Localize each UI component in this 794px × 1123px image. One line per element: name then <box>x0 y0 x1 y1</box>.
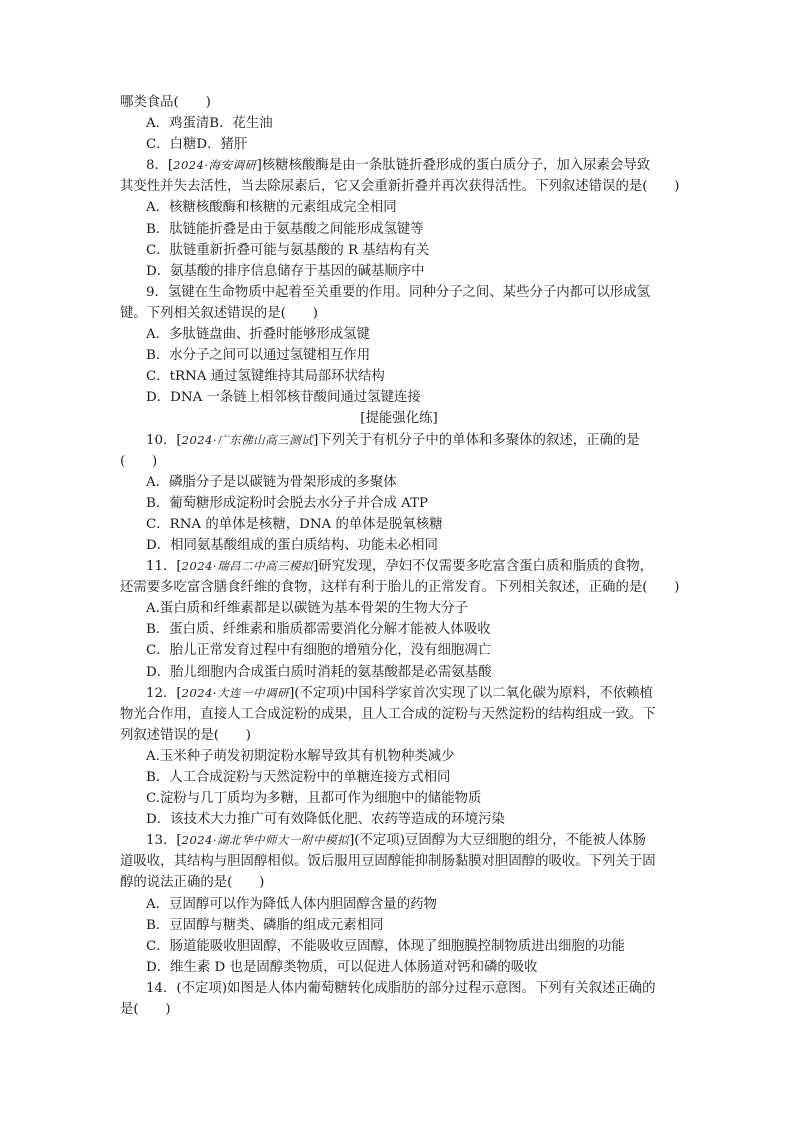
q11-stem-text1: ]研究发现，孕妇不仅需要多吃富含蛋白质和脂质的食物， <box>313 559 654 575</box>
q11-option-d: D．胎儿细胞内合成蛋白质时消耗的氨基酸都是必需氨基酸 <box>146 664 492 680</box>
q10-source: 2024·广东佛山高三测试 <box>181 432 314 447</box>
q9-stem-line1: 9．氢键在生命物质中起着至关重要的作用。同种分子之间、某些分子内都可以形成氢 <box>146 284 650 300</box>
q8-stem-text1: ]核糖核酸酶是由一条肽链折叠形成的蛋白质分子，加入尿素会导致 <box>256 158 651 174</box>
q11-stem-line2: 还需要多吃富含膳食纤维的食物，这样有利于胎儿的正常发育。下列相关叙述，正确的是( ) <box>120 580 680 596</box>
q8-option-c: C．肽链重新折叠可能与氨基酸的 R 基结构有关 <box>146 242 430 258</box>
q7-option-b: B．花生油 <box>209 116 273 132</box>
q9-option-c: C．tRNA 通过氢键维持其局部环状结构 <box>146 369 385 385</box>
q10-number: 10．[ <box>146 432 182 448</box>
q11-stem-line1 <box>120 556 678 577</box>
q13-stem-text1: ](不定项)豆固醇为大豆细胞的组分，不能被人体肠 <box>349 833 646 849</box>
q12-number: 12．[ <box>146 685 182 701</box>
q9-option-d: D．DNA 一条链上相邻核苷酸间通过氢键连接 <box>146 390 421 406</box>
q12-stem-line1 <box>120 683 678 704</box>
q12-source: 2024·大连一中调研 <box>181 685 290 700</box>
q7-options-row1 <box>120 113 678 134</box>
q8-option-b: B．肽链能折叠是由于氨基酸之间能形成氢键等 <box>146 221 424 237</box>
q13-source: 2024·湖北华中师大一附中模拟 <box>181 833 350 848</box>
q7-option-d: D．猪肝 <box>196 137 248 153</box>
q12-stem-line3: 列叙述错误的是( ) <box>120 727 251 743</box>
q12-stem-text1: ](不定项)中国科学家首次实现了以二氧化碳为原料，不依赖植 <box>289 685 653 701</box>
q13-option-b: B．豆固醇与糖类、磷脂的组成元素相同 <box>146 917 384 933</box>
q7-option-a: A．鸡蛋清 <box>146 116 210 132</box>
q10-option-a: A．磷脂分子是以碳链为骨架形成的多聚体 <box>146 474 397 490</box>
q13-option-c: C．肠道能吸收胆固醇，不能吸收豆固醇，体现了细胞膜控制物质进出细胞的功能 <box>146 938 625 954</box>
q13-option-d: D．维生素 D 也是固醇类物质，可以促进人体肠道对钙和磷的吸收 <box>146 959 538 975</box>
q10-option-c: C．RNA 的单体是核糖，DNA 的单体是脱氧核糖 <box>146 516 443 532</box>
q10-option-b: B．葡萄糖形成淀粉时会脱去水分子并合成 ATP <box>146 495 429 511</box>
q7-options-row2 <box>120 134 678 155</box>
section-title: [提能强化练] <box>360 411 438 427</box>
q13-stem-line2: 道吸收，其结构与胆固醇相似。饭后服用豆固醇能抑制肠黏膜对胆固醇的吸收。下列关于固 <box>120 854 656 870</box>
q13-number: 13．[ <box>146 833 182 849</box>
q12-option-d: D．该技术大力推广可有效降低化肥、农药等造成的环境污染 <box>146 812 505 828</box>
q8-stem-line1 <box>120 155 678 176</box>
q13-stem-line1 <box>120 830 678 851</box>
q12-option-a: A.玉米种子萌发初期淀粉水解导致其有机物种类减少 <box>146 748 455 764</box>
q8-number: 8．[ <box>146 158 174 174</box>
q9-option-b: B．水分子之间可以通过氢键相互作用 <box>146 348 371 364</box>
q10-stem-line2: ( ) <box>120 453 158 469</box>
q11-option-c: C．胎儿正常发育过程中有细胞的增殖分化，没有细胞凋亡 <box>146 643 492 659</box>
q14-stem-line2: 是( ) <box>120 1002 171 1018</box>
q10-stem-text1: ]下列关于有机分子中的单体和多聚体的叙述，正确的是 <box>313 432 640 448</box>
q7-option-c: C．白糖 <box>146 137 197 153</box>
q13-stem-line3: 醇的说法正确的是( ) <box>120 875 265 891</box>
q12-stem-line2: 物光合作用，直接人工合成淀粉的成果，且人工合成的淀粉与天然淀粉的结构组成一致。下 <box>120 706 656 722</box>
q8-option-d: D．氨基酸的排序信息储存于基因的碱基顺序中 <box>146 263 425 279</box>
q12-option-c: C.淀粉与几丁质均为多糖，且都可作为细胞中的储能物质 <box>146 791 482 807</box>
q11-number: 11．[ <box>146 559 182 575</box>
q12-option-b: B．人工合成淀粉与天然淀粉中的单糖连接方式相同 <box>146 770 451 785</box>
q14-stem-line1: 14．(不定项)如图是人体内葡萄糖转化成脂肪的部分过程示意图。下列有关叙述正确的 <box>146 980 656 996</box>
q13-option-a: A．豆固醇可以作为降低人体内胆固醇含量的药物 <box>146 896 437 912</box>
q7-continuation: 哪类食品( ) <box>120 95 211 110</box>
q11-option-a: A.蛋白质和纤维素都是以碳链为基本骨架的生物大分子 <box>146 601 468 617</box>
q10-option-d: D．相同氨基酸组成的蛋白质结构、功能未必相同 <box>146 537 438 553</box>
q9-stem-line2: 键。下列相关叙述错误的是( ) <box>120 305 318 321</box>
q8-stem-line2: 其变性并失去活性，当去除尿素后，它又会重新折叠并再次获得活性。下列叙述错误的是( ) <box>120 179 680 195</box>
q11-source: 2024·瑞昌二中高三模拟 <box>181 559 314 574</box>
q8-source: 2024·海安调研 <box>173 158 257 173</box>
q10-stem-line1 <box>120 430 678 451</box>
q8-option-a: A．核糖核酸酶和核糖的元素组成完全相同 <box>146 200 397 216</box>
q9-option-a: A．多肽链盘曲、折叠时能够形成氢键 <box>146 327 370 343</box>
document-page <box>120 92 678 1020</box>
q11-option-b: B．蛋白质、纤维素和脂质都需要消化分解才能被人体吸收 <box>146 622 491 638</box>
